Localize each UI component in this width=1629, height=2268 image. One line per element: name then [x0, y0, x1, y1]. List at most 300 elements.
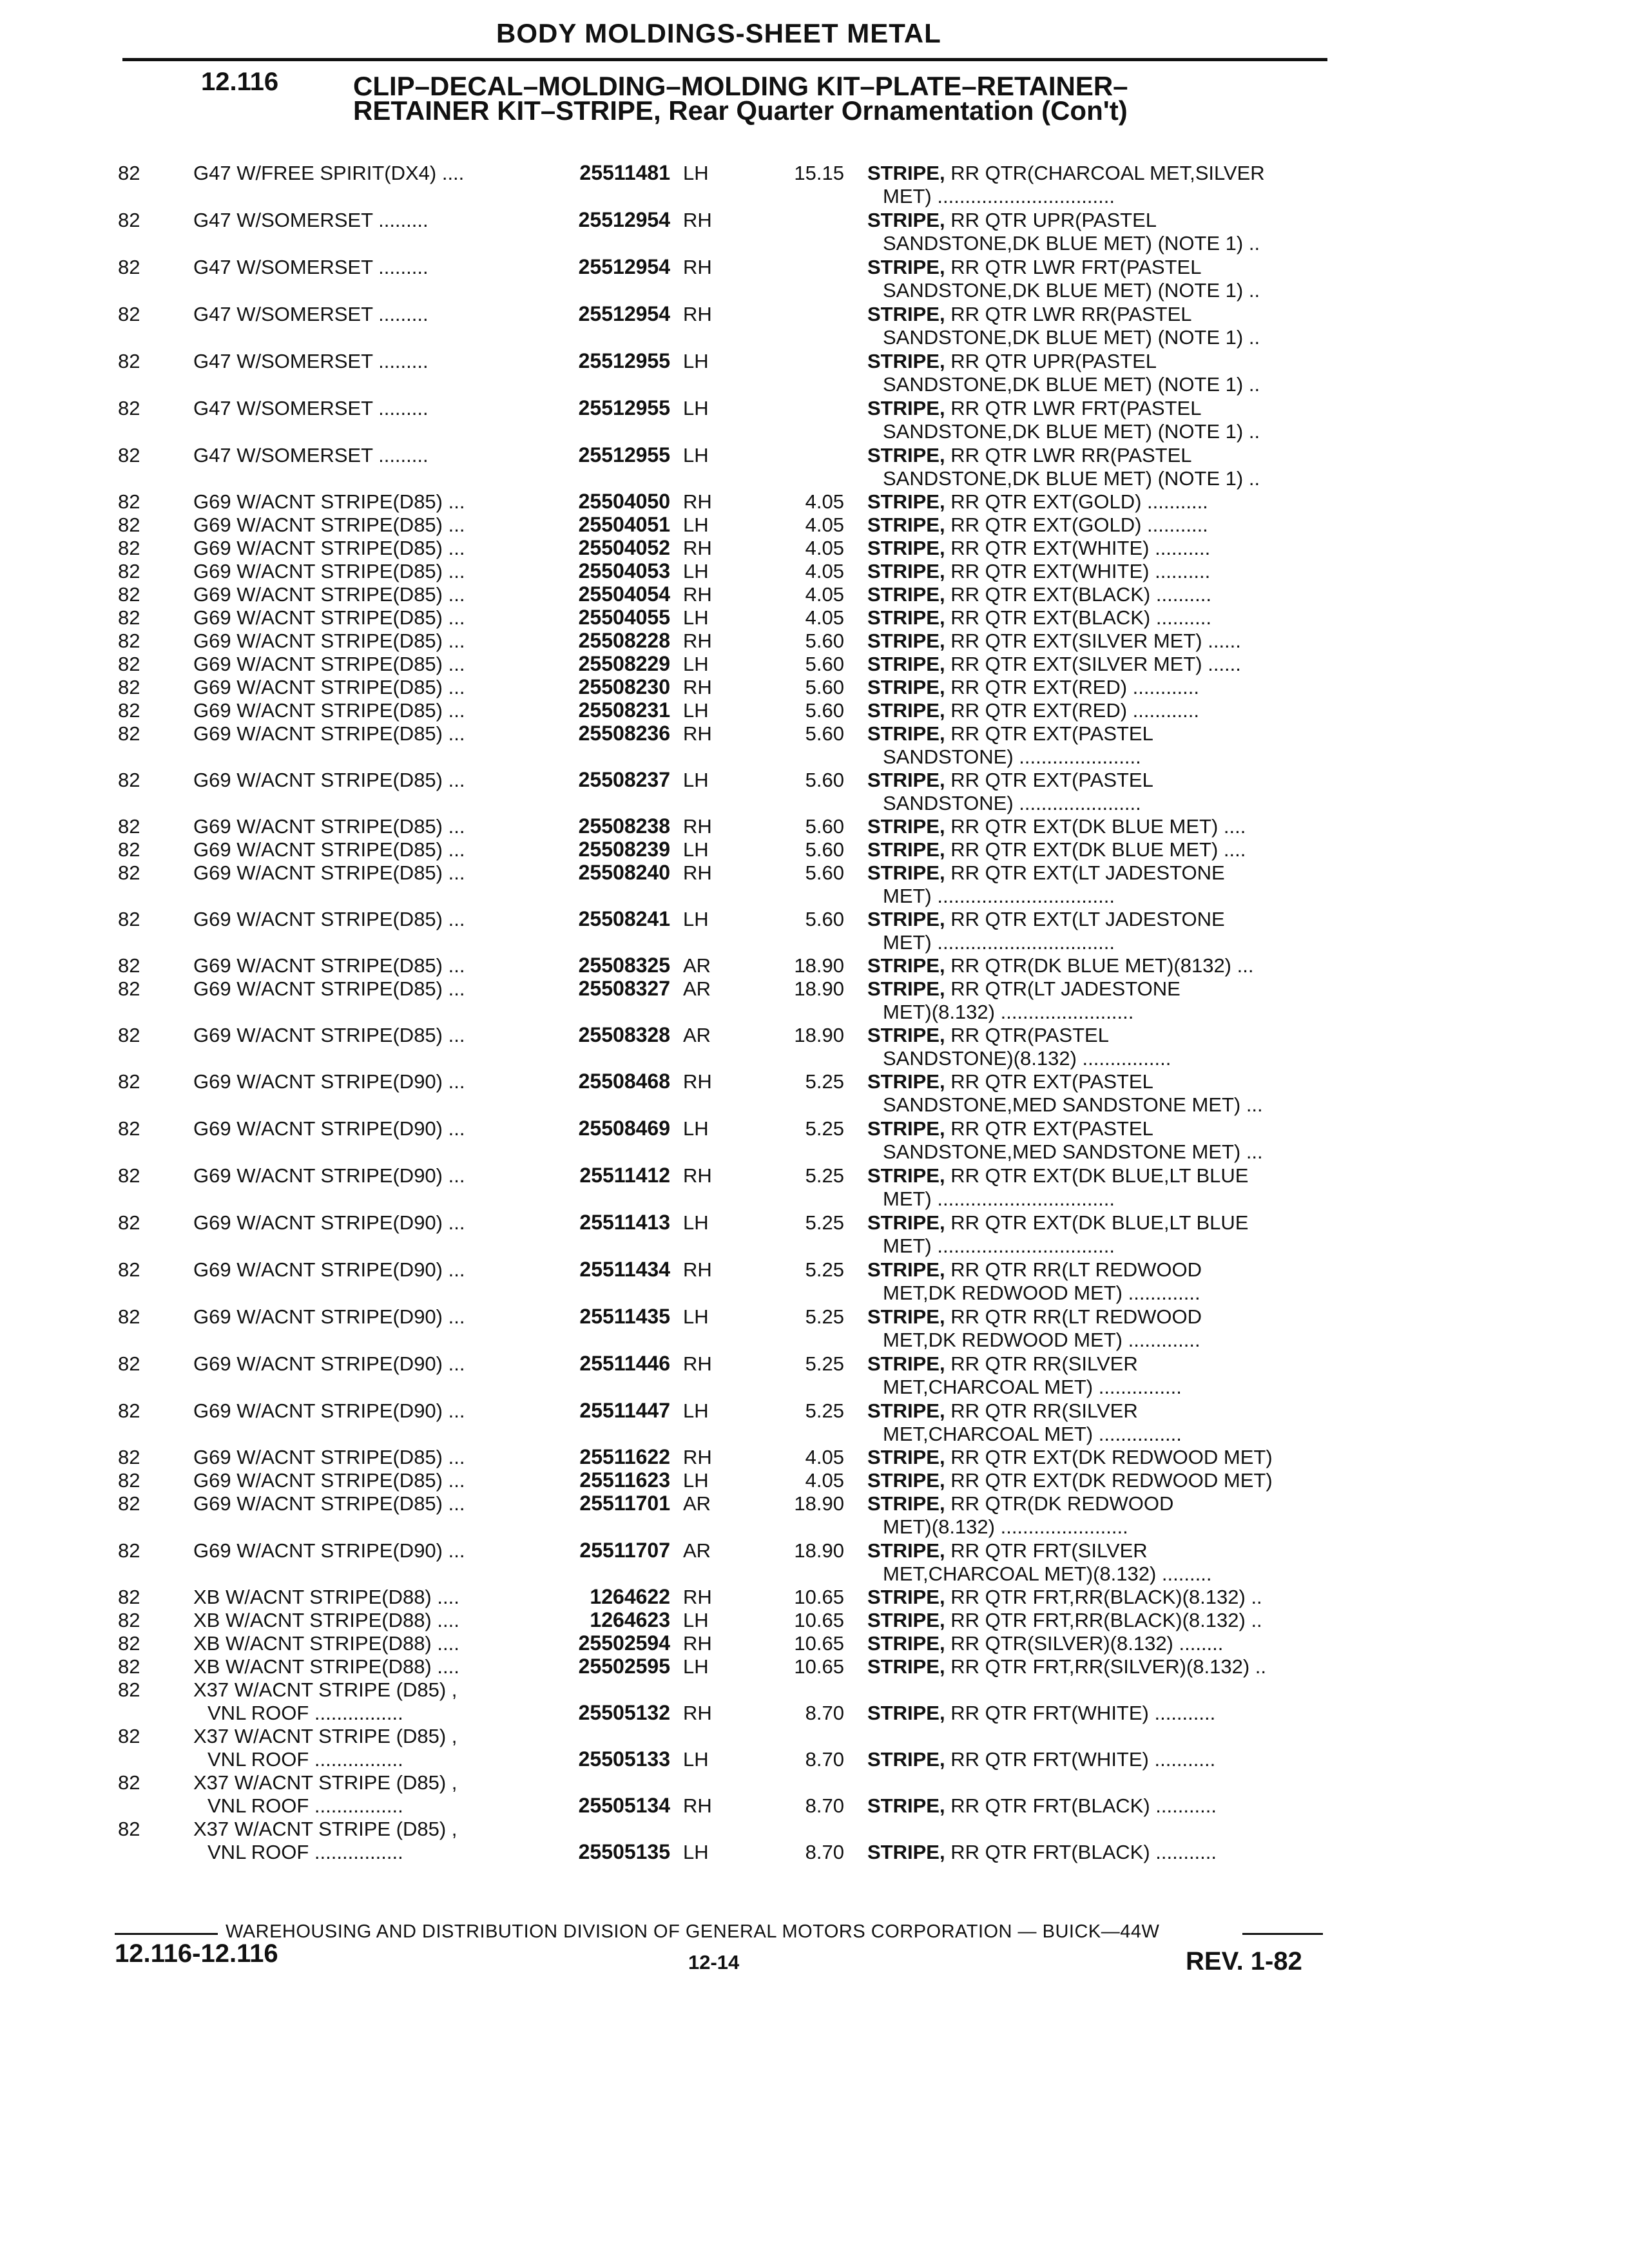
application-description: G69 W/ACNT STRIPE(D85) ... — [193, 560, 465, 582]
part-name-detail: RR QTR EXT(DK REDWOOD MET) — [950, 1469, 1273, 1492]
list-price: 5.25 — [805, 1164, 844, 1187]
part-keyword: STRIPE, — [867, 838, 945, 861]
list-item — [0, 1399, 1629, 1446]
part-keyword: STRIPE, — [867, 1632, 945, 1655]
application-description: G69 W/ACNT STRIPE(D85) ... — [193, 676, 465, 698]
part-number: 25508238 — [578, 814, 670, 838]
application-description: G69 W/ACNT STRIPE(D90) ... — [193, 1211, 465, 1234]
part-name — [867, 1608, 1331, 1632]
catalog-code: 82 — [118, 303, 140, 325]
application-description-cont: VNL ROOF ................ — [207, 1702, 403, 1724]
part-keyword: STRIPE, — [867, 1446, 945, 1468]
footer-rule-left — [115, 1933, 218, 1935]
side-code: LH — [683, 1305, 709, 1328]
part-name — [867, 1258, 1331, 1282]
list-item — [0, 1539, 1629, 1586]
catalog-code: 82 — [118, 653, 140, 675]
part-name-detail: RR QTR EXT(LT JADESTONE — [950, 908, 1225, 930]
part-name-detail: RR QTR(DK BLUE MET)(8132) ... — [950, 954, 1254, 977]
list-item — [0, 1724, 1629, 1772]
part-name-detail: RR QTR EXT(DK BLUE,LT BLUE — [950, 1164, 1249, 1187]
part-name-detail: RR QTR EXT(BLACK) .......... — [950, 583, 1211, 606]
part-keyword: STRIPE, — [867, 1211, 945, 1234]
catalog-code: 82 — [118, 514, 140, 536]
application-description: G47 W/SOMERSET ......... — [193, 209, 429, 231]
catalog-code: 82 — [118, 444, 140, 466]
catalog-code: 82 — [118, 699, 140, 722]
part-name-cont: MET)(8.132) ........................ — [883, 1001, 1134, 1023]
application-description: XB W/ACNT STRIPE(D88) .... — [193, 1609, 459, 1631]
side-code: LH — [683, 769, 709, 791]
part-name-detail: RR QTR(LT JADESTONE — [950, 977, 1181, 1000]
part-number: 25512954 — [578, 208, 670, 231]
side-code: LH — [683, 1469, 709, 1492]
side-code: LH — [683, 397, 709, 419]
part-name-detail: RR QTR RR(SILVER — [950, 1399, 1138, 1422]
part-keyword: STRIPE, — [867, 162, 945, 184]
part-name-cont: SANDSTONE,DK BLUE MET) (NOTE 1) .. — [883, 279, 1260, 302]
part-number: 25511413 — [579, 1211, 670, 1234]
part-number: 25512955 — [578, 396, 670, 419]
part-name — [867, 513, 1331, 537]
list-item — [0, 396, 1629, 444]
side-code: AR — [683, 1024, 711, 1046]
part-keyword: STRIPE, — [867, 1841, 945, 1863]
part-number: 25508239 — [578, 838, 670, 861]
side-code: RH — [683, 209, 712, 231]
list-price: 8.70 — [805, 1841, 844, 1863]
part-name-cont: MET) ................................ — [883, 185, 1115, 207]
part-name — [867, 861, 1331, 885]
catalog-code: 82 — [118, 1258, 140, 1281]
part-name-cont: MET,CHARCOAL MET) ............... — [883, 1376, 1182, 1398]
part-keyword: STRIPE, — [867, 1609, 945, 1631]
list-price: 18.90 — [794, 1024, 844, 1046]
part-number: 25511435 — [579, 1305, 670, 1328]
catalog-code: 82 — [118, 490, 140, 513]
list-price: 8.70 — [805, 1702, 844, 1724]
part-name — [867, 161, 1331, 185]
part-name — [867, 559, 1331, 583]
application-description: G69 W/ACNT STRIPE(D85) ... — [193, 1469, 465, 1492]
side-code: LH — [683, 1399, 709, 1422]
list-price: 18.90 — [794, 1539, 844, 1562]
part-name-detail: RR QTR FRT(SILVER — [950, 1539, 1148, 1562]
catalog-code: 82 — [118, 1818, 140, 1840]
part-keyword: STRIPE, — [867, 444, 945, 466]
footer-section-range: 12.116-12.116 — [115, 1939, 278, 1968]
list-price: 15.15 — [794, 162, 844, 184]
list-item — [0, 1492, 1629, 1539]
part-name-detail: RR QTR EXT(PASTEL — [950, 1117, 1153, 1140]
list-item — [0, 1023, 1629, 1071]
part-keyword: STRIPE, — [867, 1399, 945, 1422]
part-name-cont: SANDSTONE,DK BLUE MET) (NOTE 1) .. — [883, 420, 1260, 443]
catalog-code: 82 — [118, 629, 140, 652]
part-name-detail: RR QTR EXT(DK BLUE MET) .... — [950, 838, 1246, 861]
part-name-cont: MET) ................................ — [883, 931, 1115, 954]
list-price: 4.05 — [805, 1469, 844, 1492]
catalog-code: 82 — [118, 1305, 140, 1328]
section-title-line2-text: RETAINER KIT–STRIPE, — [353, 95, 661, 126]
part-name-cont: MET,DK REDWOOD MET) ............. — [883, 1282, 1200, 1304]
list-price: 5.25 — [805, 1258, 844, 1281]
side-code: AR — [683, 954, 711, 977]
part-name-detail: RR QTR(CHARCOAL MET,SILVER — [950, 162, 1265, 184]
list-item — [0, 1258, 1629, 1305]
list-item — [0, 1678, 1629, 1725]
part-keyword: STRIPE, — [867, 977, 945, 1000]
part-keyword: STRIPE, — [867, 1305, 945, 1328]
catalog-code: 82 — [118, 1164, 140, 1187]
catalog-code: 82 — [118, 1399, 140, 1422]
part-keyword: STRIPE, — [867, 256, 945, 278]
part-number: 1264623 — [590, 1608, 670, 1631]
side-code: LH — [683, 560, 709, 582]
catalog-code: 82 — [118, 583, 140, 606]
side-code: LH — [683, 1117, 709, 1140]
part-name-detail: RR QTR EXT(GOLD) ........... — [950, 490, 1208, 513]
side-code: LH — [683, 653, 709, 675]
footer-revision: REV. 1-82 — [1186, 1947, 1302, 1975]
application-description: G69 W/ACNT STRIPE(D90) ... — [193, 1539, 465, 1562]
part-number: 25504051 — [578, 513, 670, 536]
part-name-detail: RR QTR EXT(PASTEL — [950, 769, 1153, 791]
application-description: G69 W/ACNT STRIPE(D85) ... — [193, 908, 465, 930]
part-name — [867, 814, 1331, 838]
part-name — [867, 1492, 1331, 1515]
application-description: G69 W/ACNT STRIPE(D85) ... — [193, 699, 465, 722]
list-price: 5.60 — [805, 722, 844, 745]
part-number: 25511623 — [579, 1468, 670, 1492]
catalog-code: 82 — [118, 537, 140, 559]
list-price: 5.25 — [805, 1070, 844, 1093]
part-keyword: STRIPE, — [867, 560, 945, 582]
list-price: 5.60 — [805, 653, 844, 675]
list-price: 4.05 — [805, 583, 844, 606]
part-number: 25504054 — [578, 582, 670, 606]
part-keyword: STRIPE, — [867, 1164, 945, 1187]
application-description: G69 W/ACNT STRIPE(D90) ... — [193, 1399, 465, 1422]
catalog-code: 82 — [118, 256, 140, 278]
part-name-detail: RR QTR EXT(RED) ............ — [950, 699, 1200, 722]
application-description: G69 W/ACNT STRIPE(D85) ... — [193, 954, 465, 977]
catalog-code: 82 — [118, 162, 140, 184]
application-description: G47 W/SOMERSET ......... — [193, 444, 429, 466]
part-keyword: STRIPE, — [867, 1702, 945, 1724]
part-name — [867, 255, 1331, 279]
part-name — [867, 302, 1331, 326]
catalog-code: 82 — [118, 908, 140, 930]
part-name-detail: RR QTR LWR FRT(PASTEL — [950, 397, 1202, 419]
list-item — [0, 1117, 1629, 1164]
list-price: 18.90 — [794, 954, 844, 977]
catalog-code: 82 — [118, 838, 140, 861]
list-price: 10.65 — [794, 1586, 844, 1608]
part-number: 25508241 — [578, 907, 670, 930]
part-name — [867, 1585, 1331, 1609]
part-name-cont: MET,DK REDWOOD MET) ............. — [883, 1329, 1200, 1351]
part-name-detail: RR QTR FRT(WHITE) ........... — [950, 1748, 1216, 1771]
part-name — [867, 977, 1331, 1001]
part-name — [867, 208, 1331, 232]
application-description: G69 W/ACNT STRIPE(D85) ... — [193, 1446, 465, 1468]
application-description: G69 W/ACNT STRIPE(D90) ... — [193, 1305, 465, 1328]
part-name-detail: RR QTR LWR RR(PASTEL — [950, 444, 1192, 466]
side-code: RH — [683, 1258, 712, 1281]
list-item — [0, 1771, 1629, 1818]
part-keyword: STRIPE, — [867, 629, 945, 652]
application-description: G69 W/ACNT STRIPE(D90) ... — [193, 1164, 465, 1187]
application-description: G69 W/ACNT STRIPE(D85) ... — [193, 861, 465, 884]
part-number: 25512955 — [578, 443, 670, 466]
application-description: G69 W/ACNT STRIPE(D85) ... — [193, 583, 465, 606]
catalog-code: 82 — [118, 676, 140, 698]
part-keyword: STRIPE, — [867, 490, 945, 513]
part-keyword: STRIPE, — [867, 1748, 945, 1771]
catalog-code: 82 — [118, 1352, 140, 1375]
part-name — [867, 675, 1331, 699]
part-name-cont: SANDSTONE,DK BLUE MET) (NOTE 1) .. — [883, 373, 1260, 396]
part-name — [867, 606, 1331, 629]
part-number: 25511701 — [579, 1492, 670, 1515]
side-code: AR — [683, 977, 711, 1000]
part-name-cont: SANDSTONE) ...................... — [883, 745, 1141, 768]
list-item — [0, 255, 1629, 303]
part-name — [867, 954, 1331, 977]
part-keyword: STRIPE, — [867, 954, 945, 977]
part-name — [867, 1023, 1331, 1047]
side-code: RH — [683, 1352, 712, 1375]
application-description: G47 W/FREE SPIRIT(DX4) .... — [193, 162, 465, 184]
side-code: RH — [683, 490, 712, 513]
application-description: G47 W/SOMERSET ......... — [193, 256, 429, 278]
catalog-code: 82 — [118, 606, 140, 629]
side-code: RH — [683, 1586, 712, 1608]
list-price: 4.05 — [805, 537, 844, 559]
part-name-cont: SANDSTONE,DK BLUE MET) (NOTE 1) .. — [883, 467, 1260, 490]
side-code: RH — [683, 1164, 712, 1187]
side-code: AR — [683, 1539, 711, 1562]
list-item — [0, 722, 1629, 769]
application-description: G47 W/SOMERSET ......... — [193, 397, 429, 419]
part-number: 25508237 — [578, 768, 670, 791]
list-price: 10.65 — [794, 1655, 844, 1678]
list-item — [0, 768, 1629, 816]
part-name — [867, 652, 1331, 676]
application-description: XB W/ACNT STRIPE(D88) .... — [193, 1586, 459, 1608]
part-number: 25511434 — [579, 1258, 670, 1281]
list-price: 5.25 — [805, 1305, 844, 1328]
list-price: 5.60 — [805, 676, 844, 698]
side-code: RH — [683, 629, 712, 652]
part-name — [867, 629, 1331, 653]
list-price: 5.60 — [805, 699, 844, 722]
application-description: G69 W/ACNT STRIPE(D85) ... — [193, 1492, 465, 1515]
list-price: 5.25 — [805, 1211, 844, 1234]
part-keyword: STRIPE, — [867, 1024, 945, 1046]
section-subtitle: Rear Quarter Ornamentation — [668, 95, 1034, 126]
part-name — [867, 1164, 1331, 1187]
part-keyword: STRIPE, — [867, 653, 945, 675]
part-keyword: STRIPE, — [867, 1539, 945, 1562]
catalog-code: 82 — [118, 209, 140, 231]
part-number: 25504053 — [578, 559, 670, 582]
side-code: LH — [683, 444, 709, 466]
part-keyword: STRIPE, — [867, 397, 945, 419]
part-number: 25508240 — [578, 861, 670, 884]
part-number: 25512955 — [578, 349, 670, 372]
side-code: RH — [683, 1446, 712, 1468]
catalog-code: 82 — [118, 1492, 140, 1515]
list-item — [0, 861, 1629, 908]
catalog-code: 82 — [118, 1211, 140, 1234]
side-code: RH — [683, 1702, 712, 1724]
part-keyword: STRIPE, — [867, 1492, 945, 1515]
side-code: LH — [683, 514, 709, 536]
list-price: 4.05 — [805, 560, 844, 582]
list-price: 10.65 — [794, 1609, 844, 1631]
side-code: LH — [683, 1211, 709, 1234]
part-number: 25511446 — [579, 1352, 670, 1375]
side-code: LH — [683, 162, 709, 184]
part-name-detail: RR QTR EXT(DK BLUE MET) .... — [950, 815, 1246, 838]
list-price: 5.25 — [805, 1352, 844, 1375]
list-item — [0, 1070, 1629, 1117]
list-price: 10.65 — [794, 1632, 844, 1655]
catalog-code: 82 — [118, 1024, 140, 1046]
part-keyword: STRIPE, — [867, 769, 945, 791]
part-number: 25508231 — [578, 698, 670, 722]
part-keyword: STRIPE, — [867, 722, 945, 745]
part-name — [867, 1211, 1331, 1235]
part-number: 25508236 — [578, 722, 670, 745]
part-number: 25508229 — [578, 652, 670, 675]
part-name-detail: RR QTR EXT(PASTEL — [950, 722, 1153, 745]
part-name-detail: RR QTR RR(LT REDWOOD — [950, 1258, 1202, 1281]
part-number: 25508230 — [578, 675, 670, 698]
list-item — [0, 907, 1629, 955]
application-description: G69 W/ACNT STRIPE(D85) ... — [193, 838, 465, 861]
side-code: AR — [683, 1492, 711, 1515]
part-name-detail: RR QTR RR(LT REDWOOD — [950, 1305, 1202, 1328]
list-item — [0, 977, 1629, 1024]
part-name — [867, 698, 1331, 722]
side-code: LH — [683, 1655, 709, 1678]
side-code: LH — [683, 1609, 709, 1631]
application-description: XB W/ACNT STRIPE(D88) .... — [193, 1655, 459, 1678]
application-description: G47 W/SOMERSET ......... — [193, 350, 429, 372]
part-keyword: STRIPE, — [867, 1117, 945, 1140]
list-item — [0, 302, 1629, 350]
part-name — [867, 582, 1331, 606]
catalog-code: 82 — [118, 815, 140, 838]
part-keyword: STRIPE, — [867, 1655, 945, 1678]
part-number: 25508327 — [578, 977, 670, 1000]
part-name — [867, 838, 1331, 861]
application-description: G69 W/ACNT STRIPE(D85) ... — [193, 722, 465, 745]
part-name-detail: RR QTR LWR RR(PASTEL — [950, 303, 1192, 325]
part-name-cont: SANDSTONE)(8.132) ................ — [883, 1047, 1171, 1070]
part-keyword: STRIPE, — [867, 209, 945, 231]
part-number: 25512954 — [578, 302, 670, 325]
part-number: 25508325 — [578, 954, 670, 977]
list-price: 18.90 — [794, 1492, 844, 1515]
part-name — [867, 907, 1331, 931]
part-number: 25508228 — [578, 629, 670, 652]
catalog-code: 82 — [118, 1771, 140, 1794]
list-price: 5.60 — [805, 861, 844, 884]
part-number: 25508468 — [578, 1070, 670, 1093]
part-name — [867, 1655, 1331, 1678]
part-keyword: STRIPE, — [867, 1586, 945, 1608]
part-keyword: STRIPE, — [867, 908, 945, 930]
side-code: RH — [683, 1794, 712, 1817]
part-name-detail: RR QTR EXT(DK BLUE,LT BLUE — [950, 1211, 1249, 1234]
side-code: RH — [683, 815, 712, 838]
application-description: X37 W/ACNT STRIPE (D85) , — [193, 1771, 458, 1794]
part-keyword: STRIPE, — [867, 514, 945, 536]
application-description-cont: VNL ROOF ................ — [207, 1748, 403, 1771]
part-name-cont: SANDSTONE,MED SANDSTONE MET) ... — [883, 1093, 1263, 1116]
application-description: G47 W/SOMERSET ......... — [193, 303, 429, 325]
catalog-code: 82 — [118, 861, 140, 884]
continued-label: (Con't) — [1041, 95, 1128, 126]
application-description: G69 W/ACNT STRIPE(D85) ... — [193, 653, 465, 675]
part-name — [867, 1539, 1331, 1562]
part-name-cont: MET) ................................ — [883, 1235, 1115, 1257]
part-name-detail: RR QTR EXT(GOLD) ........... — [950, 514, 1208, 536]
list-price: 5.25 — [805, 1117, 844, 1140]
part-name-detail: RR QTR FRT,RR(BLACK)(8.132) .. — [950, 1586, 1262, 1608]
application-description: X37 W/ACNT STRIPE (D85) , — [193, 1678, 458, 1701]
part-name-cont: SANDSTONE,DK BLUE MET) (NOTE 1) .. — [883, 232, 1260, 255]
list-price: 4.05 — [805, 514, 844, 536]
part-name-cont: MET)(8.132) ....................... — [883, 1515, 1128, 1538]
side-code: LH — [683, 838, 709, 861]
part-number: 25511707 — [579, 1539, 670, 1562]
part-keyword: STRIPE, — [867, 861, 945, 884]
part-keyword: STRIPE, — [867, 350, 945, 372]
part-name-cont: SANDSTONE) ...................... — [883, 792, 1141, 814]
footer-page-number: 12-14 — [688, 1951, 740, 1974]
side-code: LH — [683, 350, 709, 372]
part-number: 25511412 — [579, 1164, 670, 1187]
catalog-code: 82 — [118, 769, 140, 791]
part-number: 25504055 — [578, 606, 670, 629]
part-number: 1264622 — [590, 1585, 670, 1608]
part-name — [867, 1352, 1331, 1376]
part-name-detail: RR QTR EXT(RED) ............ — [950, 676, 1200, 698]
application-description-cont: VNL ROOF ................ — [207, 1794, 403, 1817]
part-name — [867, 536, 1331, 560]
list-item — [0, 1352, 1629, 1399]
side-code: RH — [683, 303, 712, 325]
part-keyword: STRIPE, — [867, 1469, 945, 1492]
part-name-cont: SANDSTONE,DK BLUE MET) (NOTE 1) .. — [883, 326, 1260, 349]
part-keyword: STRIPE, — [867, 699, 945, 722]
application-description: G69 W/ACNT STRIPE(D85) ... — [193, 606, 465, 629]
part-name-detail: RR QTR RR(SILVER — [950, 1352, 1138, 1375]
side-code: LH — [683, 606, 709, 629]
part-keyword: STRIPE, — [867, 1258, 945, 1281]
part-name — [867, 1445, 1331, 1469]
part-name-cont: MET,CHARCOAL MET)(8.132) ......... — [883, 1562, 1212, 1585]
part-name — [867, 768, 1331, 792]
application-description: G69 W/ACNT STRIPE(D85) ... — [193, 815, 465, 838]
part-name — [867, 1117, 1331, 1140]
part-name-detail: RR QTR EXT(SILVER MET) ...... — [950, 629, 1241, 652]
